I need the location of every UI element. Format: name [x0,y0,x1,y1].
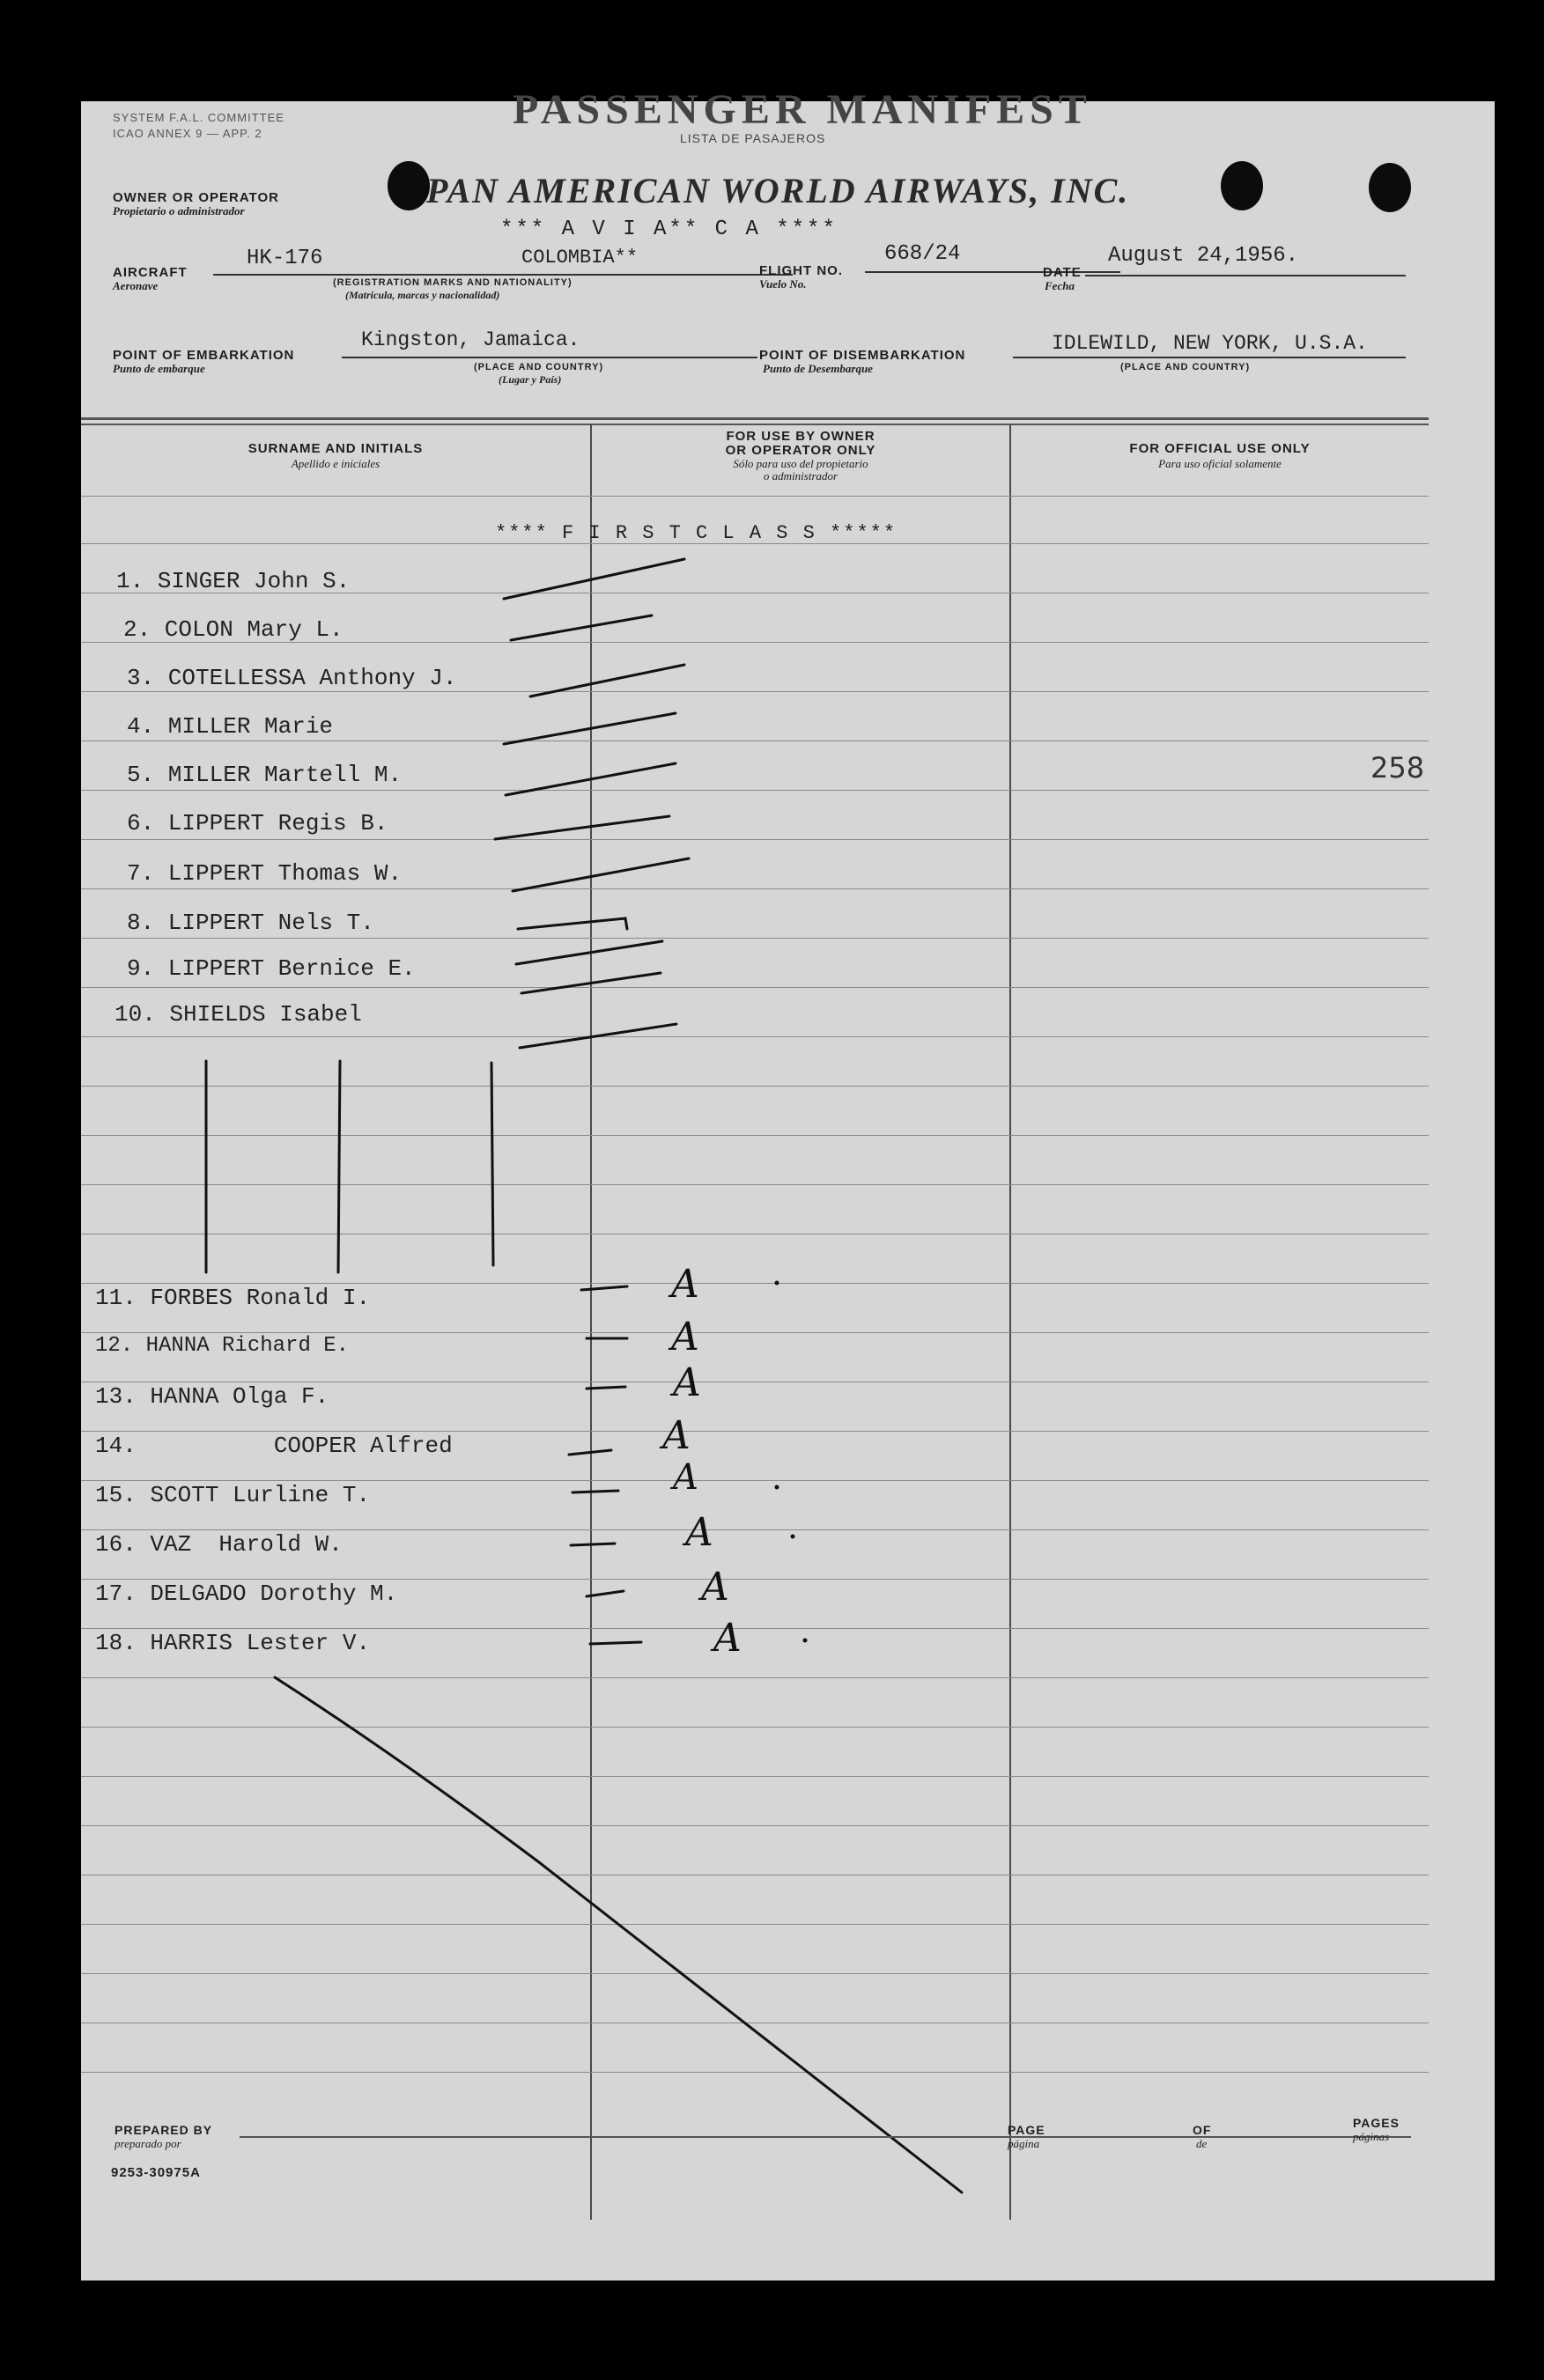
passenger-row: 16. VAZ Harold W. [95,1531,343,1558]
check-stroke [520,1024,676,1048]
pages-sublabel: páginas [1353,2130,1390,2143]
owner-value: PAN AMERICAN WORLD AIRWAYS, INC. [426,171,1130,210]
passenger-row: 15. SCOTT Lurline T. [95,1482,371,1508]
handwritten-a: A [671,1262,699,1307]
check-stroke [518,918,627,929]
of-sublabel: de [1196,2137,1208,2150]
col-surname-header: SURNAME AND INITIALS [247,441,424,456]
handwritten-a: A [713,1616,742,1661]
handwritten-a: A [685,1510,713,1555]
page-sublabel: página [1008,2137,1040,2150]
passenger-row: 11. FORBES Ronald I. [95,1285,371,1311]
col-owner-header-2: OR OPERATOR ONLY [725,443,876,458]
date-value: August 24,1956. [1108,244,1299,268]
col-surname-subheader: Apellido e iniciales [291,457,380,470]
handwritten-a: A [662,1413,691,1458]
passenger-row: 14. COOPER Alfred [95,1433,453,1459]
bracket-stroke [338,1061,340,1272]
check-stroke [521,973,661,993]
manifest-title: PASSENGER MANIFEST [513,86,1092,133]
form-number: 9253-30975A [111,2165,201,2180]
flight-sublabel: Vuelo No. [759,277,807,291]
passenger-row: 17. DELGADO Dorothy M. [95,1581,398,1607]
embarkation-sublabel: Punto de embarque [113,362,205,375]
form-committee-line: SYSTEM F.A.L. COMMITTEE [113,111,284,124]
dash-stroke [569,1450,611,1455]
flight-value: 668/24 [884,242,961,266]
dash-stroke [571,1544,615,1545]
passenger-row: 13. HANNA Olga F. [95,1383,329,1410]
col-official-header: FOR OFFICIAL USE ONLY [1129,441,1311,456]
dash-stroke [587,1387,625,1389]
pages-label: PAGES [1353,2116,1400,2130]
passenger-row: 7. LIPPERT Thomas W. [127,860,403,887]
manifest-page [81,86,1495,2281]
passenger-row: 1. SINGER John S. [116,568,351,594]
manifest-subtitle: LISTA DE PASAJEROS [680,131,826,145]
page-label: PAGE [1008,2123,1045,2137]
place-sublabel: (Lugar y País) [499,373,562,386]
of-label: OF [1193,2123,1212,2137]
class-line: **** F I R S T C L A S S ***** [495,522,898,544]
embarkation-value: Kingston, Jamaica. [361,328,580,351]
passenger-row: 12. HANNA Richard E. [95,1334,350,1358]
passenger-row: 2. COLON Mary L. [123,616,344,643]
col-owner-header-1: FOR USE BY OWNER [726,429,875,444]
disembarkation-sublabel: Punto de Desembarque [763,362,873,375]
official-number: 258 [1370,751,1425,785]
aircraft-sublabel: Aeronave [113,279,159,292]
dash-stroke [573,1491,618,1492]
check-stroke [516,941,662,964]
passenger-row: 5. MILLER Martell M. [127,762,403,788]
passenger-row: 8. LIPPERT Nels T. [127,910,374,936]
dash-stroke [581,1286,627,1290]
prepared-by-sublabel: preparado por [115,2137,181,2150]
handwritten-a: A [671,1315,699,1359]
cancel-diagonal [275,1677,962,2192]
place2-label: (PLACE AND COUNTRY) [1120,362,1251,372]
place-label: (PLACE AND COUNTRY) [474,362,604,372]
flight-label: FLIGHT NO. [759,263,843,278]
handwritten-a: A [673,1360,701,1405]
registration-label: (REGISTRATION MARKS AND NATIONALITY) [333,277,573,288]
registration-sublabel: (Matricula, marcas y nacionalidad) [345,289,500,301]
dash-stroke [587,1591,624,1596]
footer-underline [240,2136,1411,2138]
passenger-row: 9. LIPPERT Bernice E. [127,955,416,982]
embarkation-label: POINT OF EMBARKATION [113,348,295,363]
col-official-subheader: Para uso oficial solamente [1158,457,1282,470]
owner-sublabel: Propietario o administrador [113,204,245,217]
nationality-value: COLOMBIA** [521,247,639,269]
disembarkation-value: IDLEWILD, NEW YORK, U.S.A. [1052,332,1368,355]
passenger-row: 4. MILLER Marie [127,713,334,740]
dash-stroke [590,1642,641,1644]
date-label: DATE [1043,265,1082,280]
passenger-row: 10. SHIELDS Isabel [115,1001,362,1028]
prepared-by-label: PREPARED BY [115,2123,213,2137]
check-stroke [513,858,689,891]
check-stroke [504,559,684,599]
check-stroke [506,763,676,795]
date-sublabel: Fecha [1045,279,1075,292]
passenger-row: 6. LIPPERT Regis B. [127,810,388,836]
handwritten-strokes [81,101,1495,2281]
owner-label: OWNER OR OPERATOR [113,190,279,205]
disembarkation-label: POINT OF DISEMBARKATION [759,348,966,363]
handwritten-a: A [673,1457,698,1498]
check-stroke [530,665,684,696]
passenger-row: 3. COTELLESSA Anthony J. [127,665,457,691]
check-stroke [495,816,669,839]
col-owner-subheader-2: o administrador [763,469,838,483]
passenger-row: 18. HARRIS Lester V. [95,1630,371,1656]
operator-typed: *** A V I A** C A **** [500,217,838,241]
check-stroke [511,615,652,640]
handwritten-a: A [701,1565,729,1610]
col-owner-subheader-1: Sólo para uso del propietario [733,457,868,470]
form-annex-line: ICAO ANNEX 9 — APP. 2 [113,127,262,140]
aircraft-label: AIRCRAFT [113,265,188,280]
aircraft-value: HK-176 [247,247,323,270]
bracket-stroke [491,1063,493,1265]
check-stroke [504,713,676,744]
